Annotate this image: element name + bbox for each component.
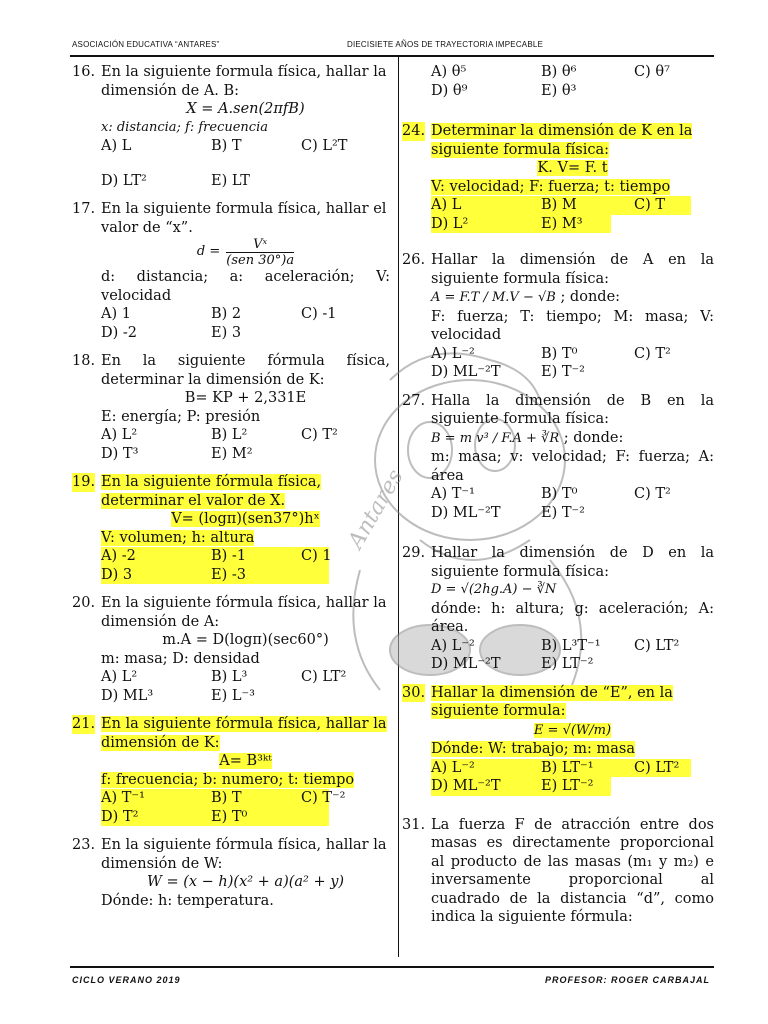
option-b[interactable]: B) L³ [211,669,248,685]
option-c[interactable]: C) T² [634,345,671,362]
option-b[interactable]: B) M [541,197,577,213]
option-b[interactable]: B) LT⁻¹ [541,759,594,776]
options [431,196,691,215]
option-d[interactable]: D) L² [431,215,469,232]
option-a[interactable]: A) L² [101,427,138,443]
question-27: 27. Halla la dimensión de B en la siguiente formula física: B = m v³ / F.A + ∛R ; donde: m: masa; v: velocidad; F: fuerza; A: área A) T⁻¹ B) T⁰ C) T² D) ML⁻²T E) T⁻² [402,392,714,521]
option-e[interactable]: E) 3 [211,324,242,341]
option-d[interactable]: D) ML³ [101,687,154,704]
formula: X = A.sen(2πfB) [186,101,305,117]
option-c[interactable]: C) T² [301,427,338,443]
option-e[interactable]: E) M³ [541,215,583,232]
option-c[interactable]: C) L²T [301,138,348,154]
question-text: En la siguiente formula física, hallar el valor de “x”. [101,201,387,236]
option-e[interactable]: E) LT [211,172,250,189]
variables: m: masa; D: densidad [101,650,260,667]
option-c[interactable]: C) 1 [301,548,332,564]
watermark-text: Antares [343,465,409,553]
formula: A = F.T / M.V − √B [431,290,556,305]
question-23: 23. En la siguiente fórmula física, hallar la dimensión de W: W = (x − h)(x² + a)(a² + y) Dónde: h: temperatura. [72,836,390,910]
variables: d: distancia; a: aceleración; V: velocidad [101,269,390,304]
header-rule [70,55,714,57]
question-20: 20. En la siguiente fórmula física, hallar la dimensión de A: m.A = D(logπ)(sec60°) m: masa; D: densidad A) L² B) L³ C) LT² D) ML³ E) L⁻³ [72,594,390,705]
option-c[interactable]: C) θ⁷ [634,64,670,80]
option-d[interactable]: D) 3 [101,566,133,583]
option-c[interactable]: C) -1 [301,306,337,322]
question-text: En la siguiente fórmula física, hallar la dimensión de A: [101,595,387,630]
option-d[interactable]: D) ML⁻²T [431,364,501,380]
header-school: ASOCIACIÓN EDUCATIVA “ANTARES” [72,40,220,49]
option-c[interactable]: C) T² [634,486,671,502]
option-d[interactable]: D) ML⁻²T [431,778,501,794]
option-d[interactable]: D) ML⁻²T [431,504,501,521]
option-c[interactable]: C) LT² [634,637,680,654]
option-a[interactable]: A) L² [101,669,138,685]
option-c[interactable]: C) T⁻² [301,790,346,806]
formula: E = √(W/m) [533,722,612,738]
option-b[interactable]: B) θ⁶ [541,64,577,80]
options [101,426,390,463]
option-e[interactable]: E) T⁻² [541,504,585,521]
question-text: En la siguiente fórmula física, determinar la dimensión de K: [101,353,390,388]
option-a[interactable]: A) L⁻² [431,345,475,362]
right-column [402,63,714,937]
options [431,485,714,522]
option-e[interactable]: E) M² [211,445,253,462]
footer-teacher: PROFESOR: ROGER CARBAJAL [544,975,710,985]
question-18: 18. En la siguiente fórmula física, determinar la dimensión de K: B= KP + 2,331E E: energía; P: presión A) L² B) L² C) T² D) T³ E) M² [72,352,390,463]
option-b[interactable]: B) L² [211,427,248,443]
option-a[interactable]: A) θ⁵ [431,64,467,80]
formula-tail: ; donde: [560,289,621,305]
options [431,637,714,674]
question-text: En la siguiente fórmula física, determinar el valor de X. [101,474,322,509]
variables: F: fuerza; T: tiempo; M: masa; V: velocidad [431,308,714,343]
option-e[interactable]: E) T⁰ [211,808,248,825]
variables: V: velocidad; F: fuerza; t: tiempo [431,178,671,195]
option-a[interactable]: A) L [101,138,132,154]
option-e[interactable]: E) LT⁻² [541,656,594,672]
formula: V= (logπ)(sen37°)hˣ [171,511,320,527]
formula: B= KP + 2,331E [184,390,307,406]
question-text: Determinar la dimensión de K en la siguiente formula física: [431,123,693,158]
formula: K. V= F. t [537,160,608,176]
option-e[interactable]: E) -3 [211,566,246,583]
option-b[interactable]: B) T [211,790,242,806]
question-text: Hallar la dimensión de D en la siguiente formula física: [431,545,714,580]
formula: A= B³ᵏᵗ [219,753,272,769]
options [101,789,346,826]
question-text: En la siguiente fórmula física, hallar la dimensión de W: [101,837,387,872]
variables: dónde: h: altura; g: aceleración; A: área. [431,600,714,635]
options [101,547,332,584]
option-b[interactable]: B) T [211,138,242,154]
question-17: 17. En la siguiente formula física, hallar el valor de “x”. d = Vˣ (sen 30°)a d: distancia; a: aceleración; V: velocidad A) 1 B) 2 C) -1 D) -2 E) 3 [72,200,390,342]
option-e[interactable]: E) L⁻³ [211,687,255,704]
options [101,137,390,156]
option-e[interactable]: E) LT⁻² [541,778,594,794]
option-d[interactable]: D) -2 [101,324,138,341]
option-c[interactable]: C) LT² [301,669,347,685]
option-a[interactable]: A) L⁻² [431,637,475,654]
question-text: En la siguiente fórmula física, hallar la dimensión de K: [101,716,387,751]
header-motto: DIECISIETE AÑOS DE TRAYECTORIA IMPECABLE [347,40,544,49]
option-d[interactable]: D) ML⁻²T [431,656,501,672]
formula: D = √(2hg.A) − ∛N [431,582,557,597]
variables: V: volumen; h: altura [101,529,255,546]
question-26: 26. Hallar la dimensión de A en la siguiente formula física: A = F.T / M.V − √B ; donde: F: fuerza; T: tiempo; M: masa; V: velocidad A) L⁻² B) T⁰ C) T² D) ML⁻²T E) T⁻² [402,252,714,380]
question-text: Hallar la dimensión de A en la siguiente formula física: [431,252,714,287]
option-a[interactable]: A) 1 [101,306,131,322]
option-d[interactable]: D) θ⁹ [431,82,468,99]
formula-tail: ; donde: [563,429,624,446]
options [431,345,714,382]
formula: B = m v³ / F.A + ∛R [431,430,560,446]
option-b[interactable]: B) L³T⁻¹ [541,637,601,654]
variables: f: frecuencia; b: numero; t: tiempo [101,771,355,788]
options [431,759,691,778]
option-d[interactable]: D) T³ [101,445,139,462]
question-24: 24. Determinar la dimensión de K en la siguiente formula física: K. V= F. t V: velocidad; F: fuerza; t: tiempo A) L B) M C) T D) L² E) M³ [402,122,714,233]
question-31: 31. La fuerza F de atracción entre dos masas es directamente proporcional al producto de las masas (m₁ y m₂) e inversamente proporcional al cuadrado de la distancia “d”, como indica la siguiente fórmula: [402,816,714,925]
options [101,668,390,705]
question-text: La fuerza F de atracción entre dos masas es directamente proporcional al producto de las masas (m₁ y m₂) e inversamente proporcional al cuadrado de la distancia “d”, como indica la siguiente fórmula: [431,816,714,925]
option-e[interactable]: E) T⁻² [541,364,585,380]
question-30: 30. Hallar la dimensión de “E”, en la siguiente formula: E = √(W/m) Dónde: W: trabajo; m: masa A) L⁻² B) LT⁻¹ C) LT² D) ML⁻²T E) LT⁻² [402,684,714,796]
variables: E: energía; P: presión [101,408,261,425]
option-b[interactable]: B) 2 [211,306,242,322]
option-b[interactable]: B) -1 [211,548,247,564]
option-a[interactable]: A) T⁻¹ [101,790,145,806]
option-b[interactable]: B) T⁰ [541,345,578,362]
variables: x: distancia; f: frecuencia [101,119,268,135]
question-23-options [402,63,714,100]
option-e[interactable]: E) θ³ [541,82,577,99]
formula: m.A = D(logπ)(sec60°) [162,632,329,648]
option-a[interactable]: A) -2 [101,548,136,564]
option-a[interactable]: A) T⁻¹ [431,486,475,502]
formula: d = Vˣ (sen 30°)a [196,237,295,268]
option-b[interactable]: B) T⁰ [541,486,578,502]
option-a[interactable]: A) L⁻² [431,759,475,776]
variables: m: masa; v: velocidad; F: fuerza; A: área [431,449,714,484]
option-a[interactable]: A) L [431,197,462,213]
question-text: Hallar la dimensión de “E”, en la siguiente formula: [431,684,673,719]
footer-cycle: CICLO VERANO 2019 [72,975,181,985]
left-column [72,63,390,920]
variables: Dónde: W: trabajo; m: masa [431,741,635,757]
question-19: 19. En la siguiente fórmula física, determinar el valor de X. V= (logπ)(sen37°)hˣ V: volumen; h: altura A) -2 B) -1 C) 1 D) 3 E) -3 [72,473,390,584]
footer-rule [70,966,714,968]
option-c[interactable]: C) LT² [634,759,680,776]
variables: Dónde: h: temperatura. [101,892,274,909]
option-d[interactable]: D) T² [101,808,139,825]
options [101,305,390,342]
option-c[interactable]: C) T [634,197,666,213]
question-29: 29. Hallar la dimensión de D en la siguiente formula física: D = √(2hg.A) − ∛N dónde: h: altura; g: aceleración; A: área. A) L⁻² B) L³T⁻¹ C) LT² D) ML⁻²T E) LT⁻² [402,545,714,672]
question-21: 21. En la siguiente fórmula física, hallar la dimensión de K: A= B³ᵏᵗ f: frecuencia; b: numero; t: tiempo A) T⁻¹ B) T C) T⁻² D) T² E) T⁰ [72,715,390,826]
question-text: Halla la dimensión de B en la siguiente formula física: [431,392,714,427]
formula: W = (x − h)(x² + a)(a² + y) [146,874,345,890]
question-16: 16. En la siguiente formula física, hallar la dimensión de A. B: X = A.sen(2πfB) x: distancia; f: frecuencia A) L B) T C) L²T D) LT² E) LT [72,63,390,190]
question-text: En la siguiente formula física, hallar la dimensión de A. B: [101,64,387,99]
option-d[interactable]: D) LT² [101,172,147,189]
